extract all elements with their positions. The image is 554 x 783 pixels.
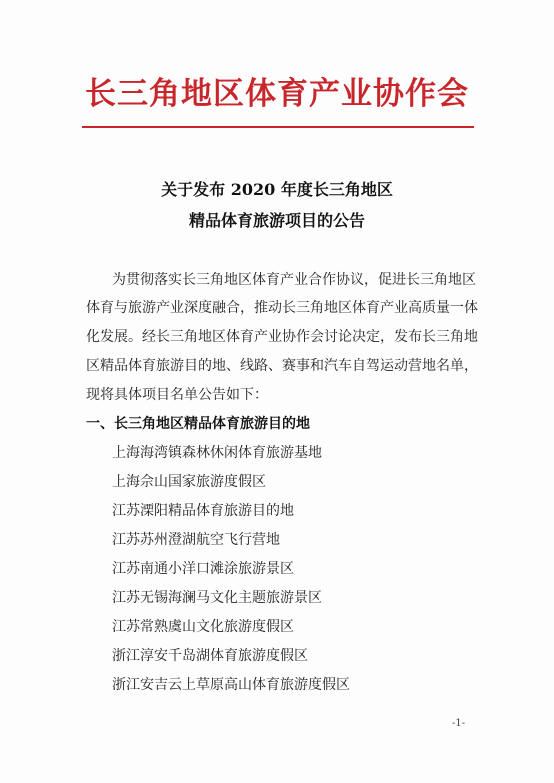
intro-line: 体育与旅游产业深度融合，推动长三角地区体育产业高质量一体 [86,300,478,316]
notice-title-line-1: 关于发布 2020 年度长三角地区 [161,180,393,199]
list-item: 江苏常熟虞山文化旅游度假区 [112,619,294,635]
list-item: 上海海湾镇森林休闲体育旅游基地 [112,445,322,461]
list-item: 浙江淳安千岛湖体育旅游度假区 [112,648,308,664]
list-item: 江苏溧阳精品体育旅游目的地 [112,503,294,519]
page-number: -1- [452,718,466,729]
list-item: 江苏南通小洋口滩涂旅游景区 [112,561,294,577]
list-item: 浙江安吉云上草原高山体育旅游度假区 [112,677,350,693]
list-item: 江苏无锡海澜马文化主题旅游景区 [112,590,322,606]
intro-line: 现将具体项目名单公告如下： [86,387,268,403]
intro-line: 为贯彻落实长三角地区体育产业合作协议，促进长三角地区 [112,272,476,288]
section-heading: 一、长三角地区精品体育旅游目的地 [86,416,310,432]
intro-line: 化发展。经长三角地区体育产业协作会讨论决定，发布长三角地 [86,329,478,345]
list-item: 江苏苏州澄湖航空飞行营地 [112,532,280,548]
list-item: 上海佘山国家旅游度假区 [112,474,266,490]
organization-title: 长三角地区体育产业协作会 [85,76,469,112]
intro-line: 区精品体育旅游目的地、线路、赛事和汽车自驾运动营地名单， [86,358,478,374]
header-divider [82,126,474,128]
notice-title-line-2: 精品体育旅游项目的公告 [188,211,365,230]
